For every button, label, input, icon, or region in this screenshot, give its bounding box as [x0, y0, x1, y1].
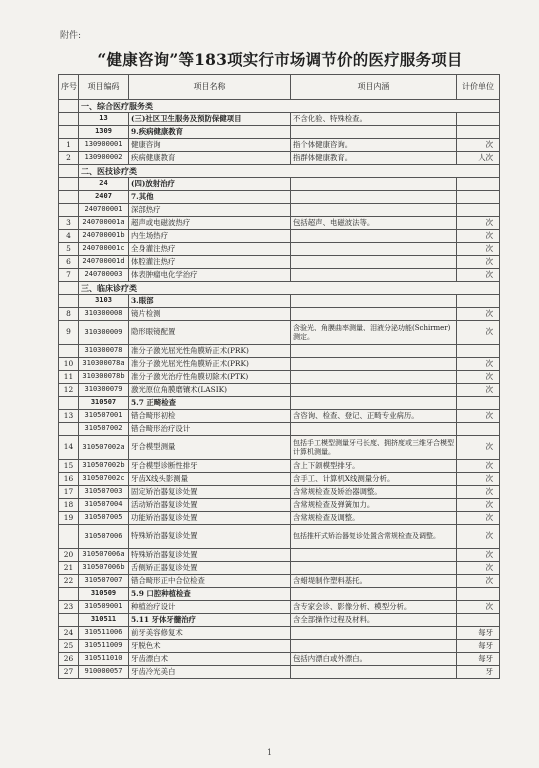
unit-cell: 次	[457, 410, 500, 423]
name-cell: 5.7 正畸检查	[129, 397, 291, 410]
seq-cell: 23	[59, 601, 79, 614]
table-row	[59, 525, 500, 549]
unit-cell	[457, 113, 500, 126]
unit-cell	[457, 126, 500, 139]
seq-cell: 11	[59, 371, 79, 384]
table-row	[59, 358, 500, 371]
header-unit: 计价单位	[457, 75, 500, 100]
seq-cell	[59, 165, 79, 178]
content-cell: 含蜡堤制作塑料基托。	[291, 575, 457, 588]
unit-cell: 次	[457, 549, 500, 562]
code-cell: 240700001c	[79, 243, 129, 256]
table-header-row	[59, 75, 500, 100]
name-cell: 活动矫治器复诊处置	[129, 499, 291, 512]
unit-cell: 次	[457, 308, 500, 321]
name-cell: 体腔灌注热疗	[129, 256, 291, 269]
table-row	[59, 627, 500, 640]
seq-cell	[59, 113, 79, 126]
name-cell: 9.疾病健康教育	[129, 126, 291, 139]
seq-cell: 22	[59, 575, 79, 588]
service-items-table	[58, 74, 500, 679]
subcategory-row	[59, 295, 500, 308]
code-cell: 2407	[79, 191, 129, 204]
seq-cell: 5	[59, 243, 79, 256]
seq-cell	[59, 282, 79, 295]
seq-cell: 9	[59, 321, 79, 345]
seq-cell: 7	[59, 269, 79, 282]
unit-cell	[457, 423, 500, 436]
content-cell	[291, 191, 457, 204]
category-row	[59, 165, 500, 178]
unit-cell: 次	[457, 499, 500, 512]
content-cell	[291, 256, 457, 269]
code-cell: 310507006b	[79, 562, 129, 575]
table-row	[59, 640, 500, 653]
name-cell: 特殊矫治器复诊处置	[129, 549, 291, 562]
unit-cell: 次	[457, 371, 500, 384]
category-name: 三、临床诊疗类	[79, 282, 500, 295]
unit-cell	[457, 345, 500, 358]
code-cell: 310300078b	[79, 371, 129, 384]
code-cell: 310511006	[79, 627, 129, 640]
code-cell: 310300009	[79, 321, 129, 345]
content-cell	[291, 627, 457, 640]
name-cell: 错合畸形治疗设计	[129, 423, 291, 436]
subcategory-row	[59, 614, 500, 627]
name-cell: 错合畸形正中合位检查	[129, 575, 291, 588]
code-cell: 1309	[79, 126, 129, 139]
unit-cell: 次	[457, 243, 500, 256]
table-row	[59, 601, 500, 614]
unit-cell: 次	[457, 436, 500, 460]
seq-cell: 17	[59, 486, 79, 499]
name-cell: 5.11 牙体牙髓治疗	[129, 614, 291, 627]
content-cell	[291, 384, 457, 397]
name-cell: (三)社区卫生服务及预防保健项目	[129, 113, 291, 126]
code-cell: 240700001b	[79, 230, 129, 243]
unit-cell: 次	[457, 562, 500, 575]
name-cell: 5.9 口腔种植检查	[129, 588, 291, 601]
code-cell: 310507002c	[79, 473, 129, 486]
name-cell: 牙齿冷光美白	[129, 666, 291, 679]
table-row	[59, 243, 500, 256]
header-code: 项目编码	[79, 75, 129, 100]
content-cell	[291, 295, 457, 308]
content-cell: 含专家会诊、影像分析、模型分析。	[291, 601, 457, 614]
name-cell: 牙脱色术	[129, 640, 291, 653]
name-cell: 牙齿X线头影测量	[129, 473, 291, 486]
category-row	[59, 100, 500, 113]
name-cell: 体表肿瘤电化学治疗	[129, 269, 291, 282]
unit-cell	[457, 178, 500, 191]
content-cell	[291, 666, 457, 679]
unit-cell: 次	[457, 230, 500, 243]
unit-cell: 次	[457, 486, 500, 499]
name-cell: 全身灌注热疗	[129, 243, 291, 256]
table-row	[59, 308, 500, 321]
seq-cell: 26	[59, 653, 79, 666]
unit-cell	[457, 204, 500, 217]
table-body	[59, 100, 500, 679]
table-row	[59, 549, 500, 562]
header-name: 项目名称	[129, 75, 291, 100]
code-cell: 24	[79, 178, 129, 191]
content-cell	[291, 345, 457, 358]
code-cell: 240700001a	[79, 217, 129, 230]
table-row	[59, 256, 500, 269]
unit-cell: 次	[457, 460, 500, 473]
unit-cell: 牙	[457, 666, 500, 679]
table-row	[59, 562, 500, 575]
table-row	[59, 460, 500, 473]
unit-cell: 次	[457, 575, 500, 588]
table-row	[59, 423, 500, 436]
content-cell	[291, 397, 457, 410]
seq-cell	[59, 178, 79, 191]
table-row	[59, 321, 500, 345]
table-row	[59, 653, 500, 666]
seq-cell: 8	[59, 308, 79, 321]
unit-cell: 每牙	[457, 653, 500, 666]
table-row	[59, 436, 500, 460]
name-cell: 牙齿漂白术	[129, 653, 291, 666]
code-cell: 910000057	[79, 666, 129, 679]
seq-cell: 18	[59, 499, 79, 512]
name-cell: 隐形眼镜配置	[129, 321, 291, 345]
code-cell: 240700003	[79, 269, 129, 282]
name-cell: 内生场热疗	[129, 230, 291, 243]
code-cell: 240700001d	[79, 256, 129, 269]
table-row	[59, 410, 500, 423]
unit-cell: 次	[457, 139, 500, 152]
seq-cell	[59, 204, 79, 217]
code-cell: 310507003	[79, 486, 129, 499]
category-name: 二、医技诊疗类	[79, 165, 500, 178]
seq-cell: 16	[59, 473, 79, 486]
table-row	[59, 384, 500, 397]
table-row	[59, 666, 500, 679]
seq-cell: 19	[59, 512, 79, 525]
name-cell: 牙合模型诊断性排牙	[129, 460, 291, 473]
seq-cell: 4	[59, 230, 79, 243]
subcategory-row	[59, 588, 500, 601]
table-row	[59, 486, 500, 499]
code-cell: 310300078	[79, 345, 129, 358]
content-cell: 包括内漂白或外漂白。	[291, 653, 457, 666]
name-cell: (四)放射治疗	[129, 178, 291, 191]
seq-cell: 25	[59, 640, 79, 653]
subcategory-row	[59, 113, 500, 126]
unit-cell	[457, 614, 500, 627]
name-cell: 特殊矫治器复诊处置	[129, 525, 291, 549]
code-cell: 310507004	[79, 499, 129, 512]
seq-cell	[59, 295, 79, 308]
page-title: “健康咨询”等183项实行市场调节价的医疗服务项目	[97, 50, 463, 69]
seq-cell	[59, 100, 79, 113]
table-row	[59, 217, 500, 230]
name-cell: 健康咨询	[129, 139, 291, 152]
table-row	[59, 575, 500, 588]
content-cell	[291, 588, 457, 601]
code-cell: 130900002	[79, 152, 129, 165]
content-cell	[291, 178, 457, 191]
code-cell: 310507002	[79, 423, 129, 436]
code-cell: 310507002a	[79, 436, 129, 460]
name-cell: 超声或电磁波热疗	[129, 217, 291, 230]
seq-cell	[59, 345, 79, 358]
subcategory-row	[59, 191, 500, 204]
name-cell: 疾病健康教育	[129, 152, 291, 165]
content-cell: 不含化验、特殊检查。	[291, 113, 457, 126]
content-cell: 指个体健康咨询。	[291, 139, 457, 152]
code-cell: 310509001	[79, 601, 129, 614]
unit-cell	[457, 588, 500, 601]
code-cell: 310300008	[79, 308, 129, 321]
content-cell: 含咨询、检查、登记、正畸专业病历。	[291, 410, 457, 423]
code-cell: 310300078a	[79, 358, 129, 371]
code-cell: 310300079	[79, 384, 129, 397]
seq-cell: 1	[59, 139, 79, 152]
seq-cell: 20	[59, 549, 79, 562]
content-cell: 包括推杆式矫治器复诊处置含常规检查及调整。	[291, 525, 457, 549]
content-cell: 含手工、计算机X线测量分析。	[291, 473, 457, 486]
table-row	[59, 230, 500, 243]
content-cell	[291, 204, 457, 217]
content-cell	[291, 269, 457, 282]
name-cell: 准分子激光治疗性角膜切除术(PTK)	[129, 371, 291, 384]
seq-cell: 21	[59, 562, 79, 575]
content-cell: 含常规检查及矫治器调整。	[291, 486, 457, 499]
code-cell: 310509	[79, 588, 129, 601]
name-cell: 准分子激光屈光性角膜矫正术(PRK)	[129, 345, 291, 358]
content-cell	[291, 126, 457, 139]
name-cell: 7.其他	[129, 191, 291, 204]
seq-cell	[59, 126, 79, 139]
category-row	[59, 282, 500, 295]
code-cell: 310507001	[79, 410, 129, 423]
name-cell: 镜片检测	[129, 308, 291, 321]
content-cell	[291, 371, 457, 384]
unit-cell: 次	[457, 384, 500, 397]
table-row	[59, 345, 500, 358]
name-cell: 激光原位角膜磨镶术(LASIK)	[129, 384, 291, 397]
code-cell: 310507006	[79, 525, 129, 549]
seq-cell: 14	[59, 436, 79, 460]
content-cell: 含常规检查及弹簧加力。	[291, 499, 457, 512]
seq-cell	[59, 423, 79, 436]
name-cell: 种植治疗设计	[129, 601, 291, 614]
code-cell: 310507006a	[79, 549, 129, 562]
code-cell: 13	[79, 113, 129, 126]
content-cell	[291, 243, 457, 256]
code-cell: 240700001	[79, 204, 129, 217]
name-cell: 错合畸形初检	[129, 410, 291, 423]
content-cell	[291, 640, 457, 653]
name-cell: 3.眼部	[129, 295, 291, 308]
name-cell: 功能矫治器复诊处置	[129, 512, 291, 525]
table-row	[59, 499, 500, 512]
content-cell	[291, 562, 457, 575]
seq-cell: 24	[59, 627, 79, 640]
unit-cell	[457, 397, 500, 410]
name-cell: 准分子激光屈光性角膜矫正术(PRK)	[129, 358, 291, 371]
unit-cell: 次	[457, 473, 500, 486]
table-row	[59, 371, 500, 384]
seq-cell: 13	[59, 410, 79, 423]
content-cell	[291, 230, 457, 243]
seq-cell	[59, 614, 79, 627]
unit-cell: 每牙	[457, 627, 500, 640]
content-cell	[291, 423, 457, 436]
name-cell: 深部热疗	[129, 204, 291, 217]
unit-cell: 人次	[457, 152, 500, 165]
content-cell: 含上下颌模型排牙。	[291, 460, 457, 473]
table-row	[59, 139, 500, 152]
subcategory-row	[59, 178, 500, 191]
unit-cell: 次	[457, 601, 500, 614]
seq-cell	[59, 397, 79, 410]
content-cell: 含常规检查及调整。	[291, 512, 457, 525]
category-name: 一、综合医疗服务类	[79, 100, 500, 113]
code-cell: 310511009	[79, 640, 129, 653]
seq-cell: 12	[59, 384, 79, 397]
unit-cell	[457, 191, 500, 204]
unit-cell: 次	[457, 512, 500, 525]
table-row	[59, 473, 500, 486]
table-row	[59, 512, 500, 525]
page-number: 1	[266, 748, 273, 757]
code-cell: 310511010	[79, 653, 129, 666]
name-cell: 固定矫治器复诊处置	[129, 486, 291, 499]
seq-cell: 27	[59, 666, 79, 679]
seq-cell: 10	[59, 358, 79, 371]
seq-cell: 6	[59, 256, 79, 269]
table-row	[59, 204, 500, 217]
seq-cell	[59, 191, 79, 204]
unit-cell: 次	[457, 321, 500, 345]
code-cell: 310507005	[79, 512, 129, 525]
table-row	[59, 269, 500, 282]
unit-cell	[457, 295, 500, 308]
unit-cell: 次	[457, 525, 500, 549]
table-row	[59, 152, 500, 165]
content-cell: 包括超声、电磁波法等。	[291, 217, 457, 230]
header-content: 项目内涵	[291, 75, 457, 100]
unit-cell: 次	[457, 358, 500, 371]
attachment-label: 附件:	[60, 31, 82, 41]
seq-cell	[59, 525, 79, 549]
name-cell: 舌侧矫正器复诊处置	[129, 562, 291, 575]
code-cell: 310511	[79, 614, 129, 627]
name-cell: 牙合模型测量	[129, 436, 291, 460]
unit-cell: 次	[457, 256, 500, 269]
content-cell	[291, 549, 457, 562]
content-cell: 包括手工模型测量牙弓长度、拥挤度或三维牙合模型计算机测量。	[291, 436, 457, 460]
unit-cell: 次	[457, 217, 500, 230]
seq-cell: 3	[59, 217, 79, 230]
subcategory-row	[59, 397, 500, 410]
content-cell	[291, 358, 457, 371]
code-cell: 310507007	[79, 575, 129, 588]
unit-cell: 次	[457, 269, 500, 282]
code-cell: 3103	[79, 295, 129, 308]
name-cell: 前牙美容修复术	[129, 627, 291, 640]
code-cell: 310507	[79, 397, 129, 410]
seq-cell	[59, 588, 79, 601]
content-cell: 含验光、角膜曲率测量、泪液分泌功能(Schirmer)测定。	[291, 321, 457, 345]
content-cell: 含全部操作过程及材料。	[291, 614, 457, 627]
seq-cell: 15	[59, 460, 79, 473]
unit-cell: 每牙	[457, 640, 500, 653]
code-cell: 310507002b	[79, 460, 129, 473]
seq-cell: 2	[59, 152, 79, 165]
code-cell: 130900001	[79, 139, 129, 152]
header-seq: 序号	[59, 75, 79, 100]
content-cell: 指群体健康教育。	[291, 152, 457, 165]
content-cell	[291, 308, 457, 321]
subcategory-row	[59, 126, 500, 139]
